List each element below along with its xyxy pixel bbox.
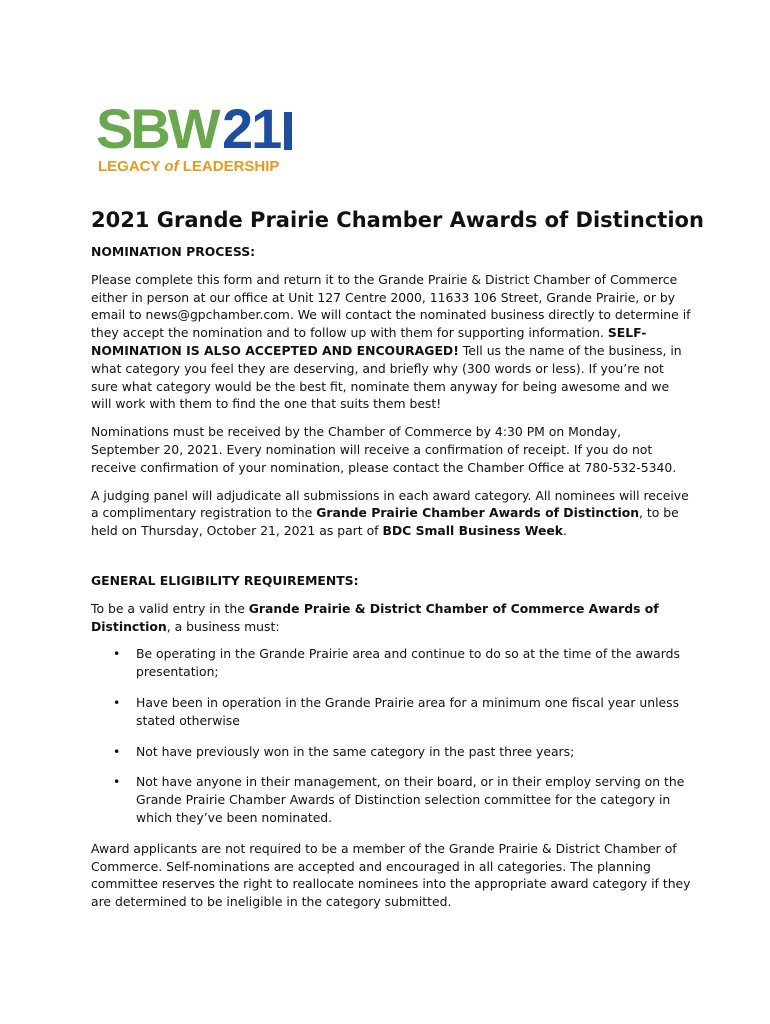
bullet-icon: • xyxy=(113,743,121,759)
bullet-icon: • xyxy=(113,694,121,710)
self-nomination-notice: SELF-NOMINATION IS ALSO ACCEPTED AND ENCOURAGED! xyxy=(91,325,647,358)
logo-accent-bar xyxy=(284,112,292,150)
bullet-icon: • xyxy=(113,774,121,790)
logo-tagline-part1: LEGACY xyxy=(98,158,165,175)
logo-year-text: 21 xyxy=(222,97,281,160)
eligibility-closing-paragraph: Award applicants are not required to be a member of the Grande Prairie & District Chamber of Commerce. Self-nominations are accepted and encouraged in all categories. The planning committee reserves the right to reallocate nominees into the appropriate award category if they are determined to be ineligible in the category submitted. xyxy=(91,840,691,910)
section-spacer xyxy=(91,550,691,572)
eligibility-list xyxy=(91,645,691,826)
list-item-text: Not have previously won in the same category in the past three years; xyxy=(136,743,575,759)
list-item xyxy=(91,773,691,826)
nomination-paragraph-1 xyxy=(91,271,691,413)
document-body xyxy=(91,243,691,921)
logo-tagline-part2: LEADERSHIP xyxy=(178,158,280,175)
list-item xyxy=(91,694,691,730)
list-item xyxy=(91,743,691,761)
nomination-p3-text-b: , to be held on Thursday, October 21, 2021 as part of xyxy=(91,505,679,539)
eligibility-intro-text-b: , a business must: xyxy=(166,618,280,634)
nomination-p1-text-b: Tell us the name of the business, in what category you feel they are deserving, and briefly why (300 words or less). If you’re not sure what category would be the best fit, nominate them anyway for being awesome and we will work with them to find the one that suits them best! xyxy=(91,342,682,412)
nomination-p3-text-c: . xyxy=(563,523,567,539)
list-item-text: Be operating in the Grande Prairie area and continue to do so at the time of the awards presentation; xyxy=(136,646,680,680)
eligibility-intro xyxy=(91,600,691,636)
nomination-p3-text-a: A judging panel will adjudicate all submissions in each award category. All nominees will receive a complimentary registration to the xyxy=(91,487,689,521)
small-business-week-bold: BDC Small Business Week xyxy=(382,523,564,539)
nomination-paragraph-3 xyxy=(91,487,691,540)
nomination-paragraph-2: Nominations must be received by the Chamber of Commerce by 4:30 PM on Monday, September 20, 2021. Every nomination will receive a confirmation of receipt. If you do not receive confirmation of your nomination, please contact the Chamber Office at 780-532-5340. xyxy=(91,424,677,475)
awards-name-bold: Grande Prairie Chamber Awards of Distinction xyxy=(316,505,640,521)
chamber-awards-bold: Grande Prairie & District Chamber of Commerce Awards of Distinction xyxy=(91,600,659,634)
eligibility-heading: GENERAL ELIGIBILITY REQUIREMENTS: xyxy=(91,572,359,588)
nomination-heading: NOMINATION PROCESS: xyxy=(91,244,256,259)
nomination-p1-text-a: Please complete this form and return it to the Grande Prairie & District Chamber of Commerce either in person at our office at Unit 127 Centre 2000, 11633 106 Street, Grande Prairie, or by email to news@gpchamber.com. We will contact the nominated business directly to determine if they accept the nomination and to follow up with them for supporting information. xyxy=(91,271,691,341)
sbw21-logo xyxy=(96,97,306,180)
logo-tagline xyxy=(98,158,279,176)
logo-tagline-of: of xyxy=(164,158,179,175)
eligibility-intro-text-a: To be a valid entry in the xyxy=(91,600,249,616)
list-item-text: Not have anyone in their management, on their board, or in their employ serving on the Grande Prairie Chamber Awards of Distinction selection committee for the category in which they’ve been nominated. xyxy=(136,774,685,825)
list-item xyxy=(91,645,691,681)
bullet-icon: • xyxy=(113,646,121,662)
list-item-text: Have been in operation in the Grande Prairie area for a minimum one fiscal year unless stated otherwise xyxy=(136,694,680,728)
logo-sbw-text: SBW xyxy=(96,97,218,160)
page-title: 2021 Grande Prairie Chamber Awards of Distinction xyxy=(91,208,704,232)
